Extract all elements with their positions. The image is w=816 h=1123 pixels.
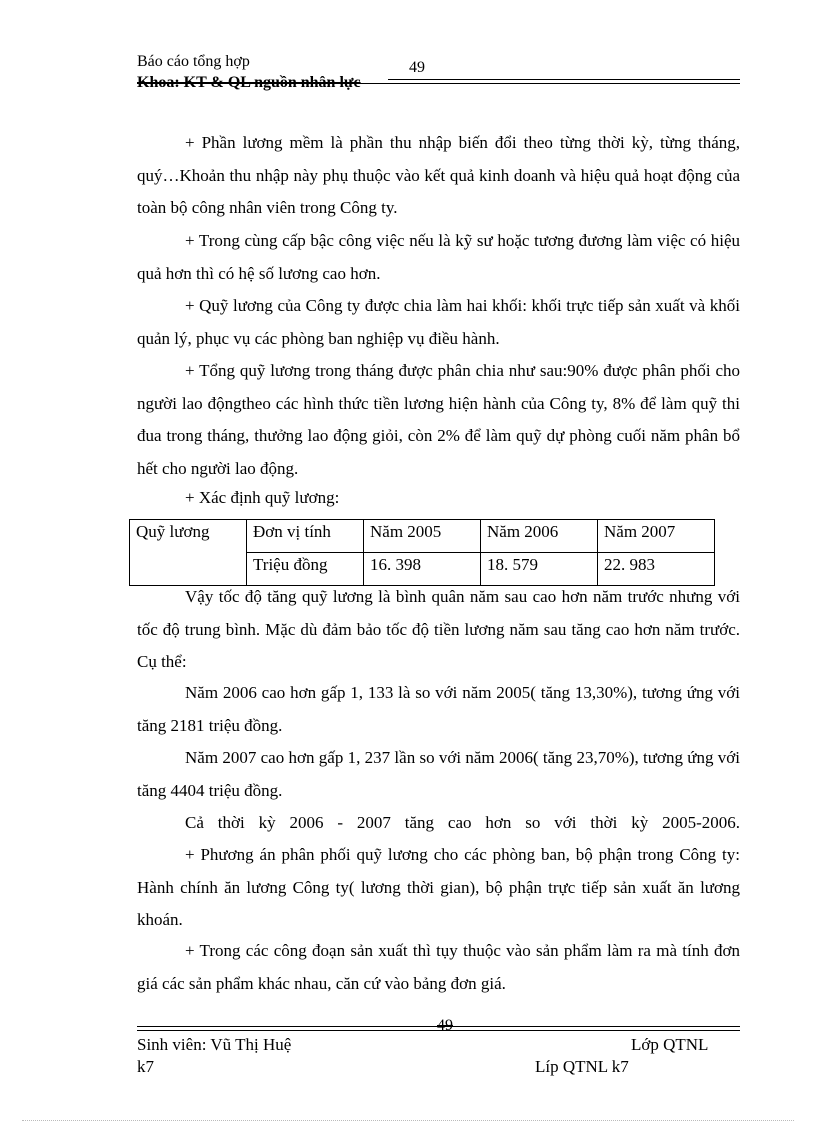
table-cell-unit: Triệu đồng	[247, 553, 364, 586]
page-bottom-dotted-line	[22, 1120, 794, 1121]
paragraph-year-2006: Năm 2006 cao hơn gấp 1, 133 là so với năm 2005( tăng 13,30%), tương ứng với tăng 2181 triệu đồng.	[137, 683, 740, 735]
salary-fund-table	[129, 519, 715, 586]
paragraph-year-2007: Năm 2007 cao hơn gấp 1, 237 lần so với năm 2006( tăng 23,70%), tương ứng với tăng 4404 triệu đồng.	[137, 748, 740, 800]
table-cell-2005: 16. 398	[364, 553, 481, 586]
table-row-header: Quỹ lương	[130, 520, 247, 586]
paragraph-fund-split: + Quỹ lương của Công ty được chia làm hai khối: khối trực tiếp sản xuất và khối quản lý, phục vụ các phòng ban nghiệp vụ điều hành.	[137, 296, 740, 348]
paragraph-fund-distribution: + Tổng quỹ lương trong tháng được phân chia như sau:90% được phân phối cho người lao độngtheo các hình thức tiền lương hiện hành của Công ty, 8% để làm quỹ thi đua trong tháng, thưởng lao động giỏi, còn 2% để làm quỹ dự phòng cuối năm phân bổ hết cho người lao động.	[137, 361, 740, 478]
paragraph-same-grade: + Trong cùng cấp bậc công việc nếu là kỹ sư hoặc tương đương làm việc có hiệu quả hơn thì có hệ số lương cao hơn.	[137, 231, 740, 283]
footer-class-center: Líp QTNL k7	[535, 1057, 629, 1076]
footer-student: Sinh viên: Vũ Thị Huệ	[137, 1035, 292, 1054]
table-cell-2006: 18. 579	[481, 553, 598, 586]
table-col-unit: Đơn vị tính	[247, 520, 364, 553]
paragraph-determine-fund: + Xác định quỹ lương:	[185, 488, 340, 507]
footer-class-right: Lớp QTNL	[631, 1035, 709, 1054]
paragraph-production-stages: + Trong các công đoạn sản xuất thì tụy thuộc vào sản phẩm làm ra mà tính đơn giá các sản phẩm khác nhau, căn cứ vào bảng đơn giá.	[137, 941, 740, 993]
header-rule-top	[388, 79, 740, 80]
footer-page-number: 49	[437, 1017, 453, 1034]
table-cell-2007: 22. 983	[598, 553, 715, 586]
table-col-2005: Năm 2005	[364, 520, 481, 553]
header-department: Khoa: KT & QL nguồn nhân lực	[137, 74, 361, 91]
paragraph-growth-rate: Vậy tốc độ tăng quỹ lương là bình quân năm sau cao hơn năm trước nhưng với tốc độ trung bình. Mặc dù đảm bảo tốc độ tiền lương năm sau tăng cao hơn năm trước. Cụ thể:	[137, 587, 740, 672]
table-col-2006: Năm 2006	[481, 520, 598, 553]
footer-k7: k7	[137, 1057, 154, 1076]
paragraph-period: Cả thời kỳ 2006 - 2007 tăng cao hơn so với thời kỳ 2005-2006.	[185, 813, 740, 832]
table-col-2007: Năm 2007	[598, 520, 715, 553]
paragraph-soft-salary: + Phần lương mềm là phần thu nhập biến đổi theo từng thời kỳ, từng tháng, quý…Khoản thu nhập này phụ thuộc vào kết quả kinh doanh và hiệu quả hoạt động của toàn bộ công nhân viên trong Công ty.	[137, 133, 740, 218]
header-title: Báo cáo tổng hợp	[137, 53, 250, 70]
header-rule-bottom	[137, 83, 740, 84]
header-page-number: 49	[409, 59, 425, 76]
paragraph-distribution-plan: + Phương án phân phối quỹ lương cho các phòng ban, bộ phận trong Công ty: Hành chính ăn lương Công ty( lương thời gian), bộ phận trực tiếp sản xuất ăn lương khoán.	[137, 845, 740, 930]
